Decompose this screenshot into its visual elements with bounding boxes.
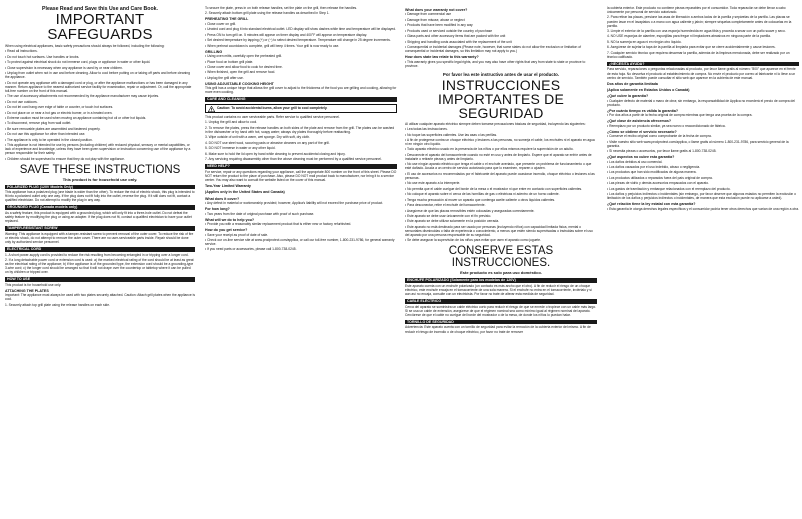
column-english-usage bbox=[205, 6, 397, 515]
warranty-question: How do you get service? bbox=[205, 228, 248, 233]
screw-es-text: Advertencia: Este aparato cuenta con un tornillo de seguridad para evitar la remoción de la cubierta exterior del mismo. A fin de reducir el riesgo de incendio o de choque eléctrico, por favor no trate de remover bbox=[405, 325, 591, 334]
list-item: 7. Cualquier servicio técnico que requiera desarmar la parrilla, además de la limpieza mencionada, debe ser realizado por un técnico calificado. bbox=[607, 50, 790, 59]
column-spanish-care bbox=[607, 6, 799, 515]
pre-title: Please Read and Save this Use and Care Book. bbox=[42, 6, 158, 12]
list-item: 3. Wipe outside of unit with a warm, wet sponge. Dry with soft, dry cloth. bbox=[205, 135, 310, 140]
attach-step: 1. Securely attach top grill plate using the release handles on each side. bbox=[5, 302, 111, 307]
list-item: • Products that have been modified in any way bbox=[405, 23, 473, 28]
list-item: • No coloque el aparato sobre ni cerca de las hornillas de gas o eléctricas ni adentro de un horno caliente. bbox=[405, 192, 560, 197]
section-bar-howto: HOW TO USE bbox=[5, 277, 195, 282]
list-item: • No use este aparato a la intemperie. bbox=[405, 181, 461, 186]
list-item: • Close supervision is necessary when any appliance is used by or near children. bbox=[5, 65, 123, 70]
warranty-question: What will we do to help you? bbox=[205, 217, 255, 222]
section-bar-help: NEED HELP? bbox=[205, 164, 397, 169]
list-item: • Set desired temperature by tapping (+) or (−) to select desired temperature. Temperature will change in 25 degree increments. bbox=[205, 38, 391, 43]
list-item: 1. Unplug the grill and allow to cool. bbox=[205, 120, 258, 125]
list-item: • Close cover and allow food to cook for desired time. bbox=[205, 64, 283, 69]
section-bar-care: CARE AND CLEANING bbox=[205, 97, 397, 102]
list-item: 5. NO la sumerja en agua ni en ningún otro líquido. bbox=[607, 39, 682, 44]
spanish-safeguards-title: INSTRUCCIONES IMPORTANTES DE SEGURIDAD bbox=[438, 76, 564, 121]
list-item: • Los daños causados por el uso indebido, abuso o negligencia. bbox=[607, 165, 701, 170]
spanish-household-note: Este producto es solo para uso doméstico. bbox=[460, 270, 542, 276]
height-text: This grill has a unique hinge that allows the grill cover to adjust to the thickness of the food you are grilling and cooking, allowing for more even cooking. bbox=[205, 86, 397, 95]
warranty-answer: • If you need parts or accessories, please call 1-800-738-0245. bbox=[205, 247, 297, 252]
list-item: 2. If a long detachable power cord or extension cord is used: a) the marked electrical rating of the cord should be at least as great as the electrical rating of the appliance; b) if the appliance is of the grounded type, the extension cord should be a grounding-type 3-wire cord; c) the longer cord should be arranged so that it will not drape over the countertop or tabletop where it can be pulled on by children or tripped over. bbox=[5, 257, 194, 275]
warranty-question: ¿Qué relación tiene la ley estatal con esta garantía? bbox=[607, 202, 696, 207]
grounded-text: As a safety feature, this product is equipped with a grounded plug, which will only fit into a three-hole outlet. Do not defeat the safety feature by modifying the plug or using an adapter. If the plug does not fit, contact a qualified electrician to have your outlet replaced. bbox=[5, 211, 192, 224]
spanish-save-title: CONSERVE ESTAS INSTRUCCIONES. bbox=[448, 245, 554, 270]
continued-text: la cubierta exterior. Este producto no contiene piezas reparables por el consumidor. Toda reparación se debe llevar a cabo únicamente por personal de servicio autorizado. bbox=[607, 6, 786, 15]
height-heading: USING ADJUSTABLE COOKING HEIGHT bbox=[205, 81, 274, 86]
list-item: • Lea todas las instrucciones. bbox=[405, 127, 448, 132]
list-item: • Tenga mucha precaución al mover un aparato que contenga aceite caliente u otros líquidos calientes. bbox=[405, 197, 556, 202]
list-item: • Unplug the grill after use. bbox=[205, 75, 244, 80]
safeguards-title: IMPORTANT SAFEGUARDS bbox=[47, 11, 153, 43]
section-bar-help-es: ¿NECESITA AYUDA? bbox=[607, 62, 799, 67]
list-item: • Este aparato se debe utilizar solamente en la posición cerrada. bbox=[405, 219, 500, 224]
list-item: • Extreme caution must be used when moving an appliance containing hot oil or other hot liquids. bbox=[5, 115, 147, 120]
list-item: • This appliance is not intended for use by persons (including children) with reduced physical, sensory or mental capabilities, or lack of experience and knowledge, unless they have been given supervision or instruction concerning use of the appliance by a person responsible for their safety. bbox=[5, 143, 191, 156]
list-item: • Este aparato no está destinado para ser usado por personas (incluyendo niños) con capacidad limitada física, mental o sensoriales disminuidas o falta de experiencia o conocimiento, a menos que estén siendo supervisadas o instruidas sobre el uso del aparato por una persona responsable de su seguridad. bbox=[405, 224, 593, 237]
list-item: • The appliance is only to be operated in the closed position. bbox=[5, 137, 93, 142]
list-item: • Los productos que han sido modificados de alguna manera. bbox=[607, 170, 697, 175]
warranty-question: ¿Por cuánto tiempo es válida la garantía? bbox=[607, 108, 679, 113]
polarized-text: This appliance has a polarized plug (one blade is wider than the other). To reduce the risk of electric shock, this plug is intended to fit into a polarized outlet only one way. If the plug does not fit fully into the outlet, reverse the plug. If it still does not fit, contact a qualified electrician. Do not attempt to modify the plug in any way. bbox=[5, 190, 195, 203]
list-item: • Asegúrese de que las placas removibles estén colocadas y aseguradas correctamente. bbox=[405, 208, 535, 213]
warranty-question: ¿Qué clase de asistencia ofrecemos? bbox=[607, 119, 672, 124]
warranty-question: What does your warranty not cover? bbox=[405, 8, 468, 12]
warranty-answer: • Cualquier defecto de material o mano de obra; sin embargo, la responsabilidad de Applica no excederá el precio de compra del producto. bbox=[607, 98, 795, 107]
attach-text: Important: The appliance must always be used with two plates securely attached. Caution: Attach grill plates when the appliance is cool. bbox=[5, 293, 195, 302]
section-bar-tamper: TAMPER-RESISTANT SCREW bbox=[5, 226, 195, 231]
list-item: • Damage from commercial use bbox=[405, 12, 452, 17]
list-item: • Using oven mitts, carefully open the preheated grill. bbox=[205, 54, 283, 59]
preheat-heading: PREHEATING THE GRILL bbox=[205, 17, 249, 22]
list-item: • A fin de protegerse contra un choque eléctrico y lesiones a las personas, no sumerja el cable, los enchufes ni el aparato en agua ni en ningún otro líquido. bbox=[405, 137, 595, 146]
list-item: • To protect against electrical shock do not immerse cord, plugs or appliance in water or other liquid. bbox=[5, 60, 151, 65]
warranty-answer: • This warranty gives you specific legal rights, and you may also have other rights that vary from state to state or province to province. bbox=[405, 59, 586, 68]
warranty-answer: • Si necesita piezas o accesorios, por favor llame gratis al 1-800-738-0245. bbox=[607, 149, 717, 154]
list-item: • Los productos utilizados o reparados fuera del país original de compra. bbox=[607, 175, 713, 180]
list-item: • Close cover on grill. bbox=[205, 21, 237, 26]
section-bar-cord: ELECTRICAL CORD bbox=[5, 247, 195, 252]
list-item: • The use of accessory attachments not recommended by the appliance manufacturer may cause injuries. bbox=[5, 94, 160, 99]
section-bar-polarized: POLARIZED PLUG (120V Models Only) bbox=[5, 185, 195, 190]
warranty-es-subheading: (Aplica solamente en Estados Unidos o Canadá) bbox=[607, 88, 690, 92]
section-bar-grounded: GROUNDED PLUG (Canada models only) bbox=[5, 205, 195, 210]
warranty-question: What does it cover? bbox=[205, 196, 240, 201]
grilling-heading: GRILLING bbox=[205, 49, 223, 54]
attach-step-2: 2. Securely attach bottom grill plate using the release handles as described in Step 1. bbox=[205, 11, 330, 16]
list-item: • Unplug from outlet when not in use and before cleaning. Allow to cool before putting on or taking off parts and before cleaning the appliance. bbox=[5, 71, 190, 80]
list-item: • Do not let cord hang over edge of table or counter, or touch hot surfaces. bbox=[5, 105, 114, 110]
warranty-answer: • Check our on-line service site at www.prodprotect.com/applica, or call our toll-free number, 1-800-231-9786, for general warranty service. bbox=[205, 237, 395, 246]
list-item: • Do not operate any appliance with a damaged cord or plug, or after the appliance malfunctions or has been damaged in any manner. Return appliance to the nearest authorized service facility for examination, repair or adjustment. Or, call the appropriate toll-free number on the front of this manual. bbox=[5, 80, 192, 93]
service-text: For service, repair or any questions regarding your appliance, call the appropriate 800 number on the front of this sheet. Please DO NOT return the product to the place of purchase. Also, please DO NOT mail product back to manufacturer, nor bring it to a service center. You may also want to consult the website listed on the cover of this manual. bbox=[205, 169, 397, 182]
list-item: 7. Any servicing requiring disassembly other than the above cleaning must be performed by a qualified service personnel. bbox=[205, 157, 382, 162]
warranty-answer: • Save your receipt as proof of date of sale. bbox=[205, 232, 269, 237]
list-item: • Los daños debidos al uso comercial. bbox=[607, 159, 663, 164]
list-item: • Consequential or incidental damages (Please note, however, that some states do not allow the exclusion or limitation of consequential or incidental damages, so this limitation may not apply to you.) bbox=[405, 45, 581, 54]
list-item: • Para desconectar, retire el enchufe del tomacorriente. bbox=[405, 203, 486, 208]
warranty-answer: • Esta garantía le otorga derechos legales específicos y el consumidor podría tener otros derechos que varían de una región a otra. bbox=[607, 206, 799, 211]
list-item: • When finished, open the grill and remove food. bbox=[205, 70, 276, 75]
section-bar-screw-es: TORNILLO DE SEGURIDAD bbox=[405, 320, 597, 325]
list-item: 5. DO NOT immerse in water or any other liquid. bbox=[205, 146, 276, 151]
list-item: • Press ON to turn grill on. 5 minutes will appear on timer display and 400°F will appear on temperature display. bbox=[205, 32, 368, 37]
column-english-safeguards bbox=[5, 6, 195, 515]
list-item: 2. Para retirar las placas, presione las asas de liberación a ambos lados de la parrilla y sepárelas de la parrilla. Las placas se pueden lavar en el lavaplatos o a mano con agua caliente y jabón; siempre séquelas completamente antes de colocarlas en la parrilla. bbox=[607, 15, 792, 28]
list-item: • Este aparato se debe usar únicamente con el fin previsto. bbox=[405, 213, 492, 218]
section-bar-polarized-es: ENCHUFE POLARIZADO (Solamente para los modelos de 120V) bbox=[405, 278, 597, 283]
list-item: • When preheat countdown is complete, grill will beep 4 times. Your grill is now ready to use. bbox=[205, 43, 340, 48]
warning-triangle-icon bbox=[208, 106, 215, 112]
list-item: • No toque las superficies calientes. Use las asas o las perillas. bbox=[405, 132, 498, 137]
tamper-text: Warning: This appliance is equipped with a tamper-resistant screw to prevent removal of the outer cover. To reduce the risk of fire or electric shock, do not attempt to remove the outer cover. There are no user-serviceable parts inside. Repair should be done only by authorized service personnel. bbox=[5, 231, 194, 244]
list-item: • To disconnect, remove plug from wall outlet. bbox=[5, 121, 72, 126]
warranty-question: ¿Qué aspectos no cubre esta garantía? bbox=[607, 155, 675, 160]
intro-text: When using electrical appliances, basic safety precautions should always be followed, including the following: bbox=[5, 44, 165, 48]
list-item: • Read all instructions. bbox=[5, 49, 38, 54]
save-instructions-title: SAVE THESE INSTRUCTIONS bbox=[19, 163, 181, 176]
warranty-subheading: (Applies only in the United States and Canada) bbox=[205, 190, 285, 195]
list-item: • Glass parts and other accessory items that are packed with the unit bbox=[405, 34, 506, 39]
list-item: 3. Limpie el exterior de la parrilla con una esponja humedecida en agua tibia y proceda a secar con un paño suave y seco. bbox=[607, 29, 786, 34]
list-item: • Do not use outdoors. bbox=[5, 99, 38, 104]
warranty-answer: • Provide you with a reasonably similar replacement product that is either new or factory refurbished. bbox=[205, 222, 352, 227]
warranty-answer: • Any defect in material or workmanship provided; however, Applica's liability will not exceed the purchase price of product. bbox=[205, 201, 384, 206]
warranty-question: How does state law relate to this warranty? bbox=[405, 55, 479, 60]
list-item: • Todo aparato eléctrico usado en la presencia de los niños o por ellos mismos requiere la supervisión de un adulto. bbox=[405, 147, 574, 152]
list-item: 1. A short power-supply cord is provided to reduce the risk resulting from becoming entangled in or tripping over a longer cord. bbox=[5, 252, 189, 257]
attach-heading: ATTACHING THE PLATES bbox=[5, 288, 49, 293]
list-item: • Unwind cord and plug it into standard electrical outlet. LED display will show dashes while time and temperature will be displayed. bbox=[205, 27, 397, 32]
list-item: 6. Asegúrese de sujetar la tapa de la parrilla al limpiarla para evitar que se cierre accidentalmente y cause lesiones. bbox=[607, 45, 776, 50]
list-item: • Do not touch hot surfaces. Use handles or knobs. bbox=[5, 54, 80, 59]
spanish-intro: Al utilizar cualquier aparato eléctrico siempre deben tomarse precauciones básicas de seguridad, incluyendo las siguientes: bbox=[405, 121, 586, 126]
warranty-answer: • Reemplazo por un producto similar, ya sea nuevo o reacondicionado de fábrica. bbox=[607, 123, 726, 128]
list-item: • Desconecte el aparato del tomacorriente cuando no esté en uso y antes de limpiarlo. Espere que el aparato se enfríe antes de instalarle o retirarle piezas y antes de limpiarlo. bbox=[405, 152, 592, 161]
list-item: • No permita que el cable cuelgue del borde de la mesa o el mostrador ni que entre en contacto con superficies calientes. bbox=[405, 186, 583, 191]
list-item: • Shipping and handling costs associated with the replacement of the unit bbox=[405, 39, 512, 44]
column-spanish-safeguards bbox=[405, 6, 597, 515]
warranty-es-heading: Dos años de garantía limitada bbox=[607, 81, 658, 86]
help-es-text: Para servicio, reparaciones o preguntas relacionadas al producto, por favor llame gratis al número "800" que aparece en el frente de esta hoja. No devuelva el producto al establecimiento de compra. No envíe el producto por correo al fabricante ni lo lleve a un centro de servicio. También puede consultar el sitio web que aparece en la cubierta de este manual. bbox=[607, 67, 796, 80]
spanish-pre-title: Por favor lea este instructivo antes de usar el producto. bbox=[442, 71, 560, 77]
warranty-answer: • Conserve el recibo original como comprobante de la fecha de compra. bbox=[607, 134, 712, 139]
list-item: 6. Make sure to hold the lid open by hand while cleaning to prevent accidental closing and injury. bbox=[205, 151, 346, 156]
list-item: • Children should be supervised to ensure that they do not play with the appliance. bbox=[5, 156, 125, 161]
howto-line: This product is for household use only. bbox=[5, 282, 62, 287]
warranty-answer: • Por dos años a partir de la fecha original de compra mientras que tenga una prueba de la compra. bbox=[607, 113, 753, 118]
warranty-question: ¿Qué cubre la garantía? bbox=[607, 94, 649, 99]
care-intro: This product contains no user serviceable parts. Refer service to qualified service personnel. bbox=[205, 115, 340, 120]
list-item: 4. NO USE esponjas de alambre, esponjillas para fregar ni limpiadores abrasivos en ninguna parte de la parrilla. bbox=[607, 34, 771, 39]
list-item: • Los gastos de tramitación y embarque relacionados con el reemplazo del producto. bbox=[607, 186, 731, 191]
warranty-answer: • Visite nuestro sitio web www.prodprotect.com/applica, o llame gratis al número 1-800-231-9786, para servicio general de la garantía. bbox=[607, 139, 789, 148]
section-bar-cord-es: CABLE ELÉCTRICO bbox=[405, 299, 597, 304]
list-item: • Damage from misuse, abuse or neglect bbox=[405, 17, 465, 22]
cord-es-text: Cerca del aparato se suministra un cable eléctrico corto para reducir el riesgo de que se enrede o tropiece con un cable más largo. Si se usa un cable de extensión, asegúrese de que el régimen nominal sea como mínimo igual al régimen nominal del aparato. Cerciórese de que el cable no cuelgue del borde del mostrador o de la mesa, de donde los niños lo puedan halar. bbox=[405, 304, 597, 317]
polarized-es-text: Este aparato cuenta con un enchufe polarizado (un contacto es más ancho que el otro). A fin de reducir el riesgo de un choque eléctrico, este enchufe encaja en el tomacorriente de una sola manera. Si el enchufe no entra en el tomacorriente, inviértalo y si aun así no encaja, consulte con un electricista. Por favor no trate de alterar esta medida de seguridad. bbox=[405, 283, 592, 297]
list-item: • Be sure removable plates are assembled and fastened properly. bbox=[5, 126, 101, 131]
list-item: • El uso de accesorios no recomendados por el fabricante del aparato puede ocasionar incendio, choque eléctrico o lesiones a las personas. bbox=[405, 171, 595, 180]
warranty-heading: Two-Year Limited Warranty bbox=[205, 183, 251, 188]
continued-text: To secure the plate, press in on both release handles, set the plate on the grill, then release the handles. bbox=[205, 6, 358, 10]
warranty-answer: • Two years from the date of original purchase with proof of such purchase. bbox=[205, 211, 315, 216]
list-item: 2. To remove the plates, press the release handles on both sides of the plate and remove from the grill. The plates can be washed in the dishwasher or by hand with hot, soapy water; always dry plates thoroughly before reattaching. bbox=[205, 125, 395, 134]
list-item: • Place food on bottom grill plate. bbox=[205, 59, 254, 64]
household-use-note: This product is for household use only. bbox=[62, 176, 138, 182]
list-item: • Los daños y perjuicios indirectos o incidentales (sin embargo, por favor observe que algunos estados no permiten la exclusión o limitación de los daños y perjuicios indirectos o incidentales, de manera que esta exclusión puede no aplicarse a usted). bbox=[607, 192, 797, 201]
list-item: • Las piezas de vidrio y demás accesorios empacados con el aparato. bbox=[607, 181, 709, 186]
list-item: • No use ningún aparato eléctrico que tenga el cable o el enchufe averiado, que presente un problema de funcionamiento o que esté dañado. Acuda a un centro de servicio autorizado para que lo examinen, reparen o ajusten. bbox=[405, 162, 592, 171]
list-item: • Se debe asegurar la supervisión de los niños para evitar que usen el aparato como juguete. bbox=[405, 238, 542, 243]
list-item: • Products used or serviced outside the country of purchase bbox=[405, 28, 493, 33]
list-item: 4. DO NOT use steel wool, scouring pads or abrasive cleaners on any part of the grill. bbox=[205, 140, 330, 145]
caution-text: Caution: To avoid accidental burns, allow your grill to cool completely. bbox=[217, 106, 328, 111]
caution-box bbox=[205, 104, 397, 113]
warranty-question: ¿Cómo se obtiene el servicio necesario? bbox=[607, 129, 677, 134]
list-item: • Do not use this appliance for other than intended use. bbox=[5, 132, 86, 137]
warranty-question: For how long? bbox=[205, 207, 230, 212]
list-item: • Do not place on or near a hot gas or electric burner, or in a heated oven. bbox=[5, 110, 113, 115]
